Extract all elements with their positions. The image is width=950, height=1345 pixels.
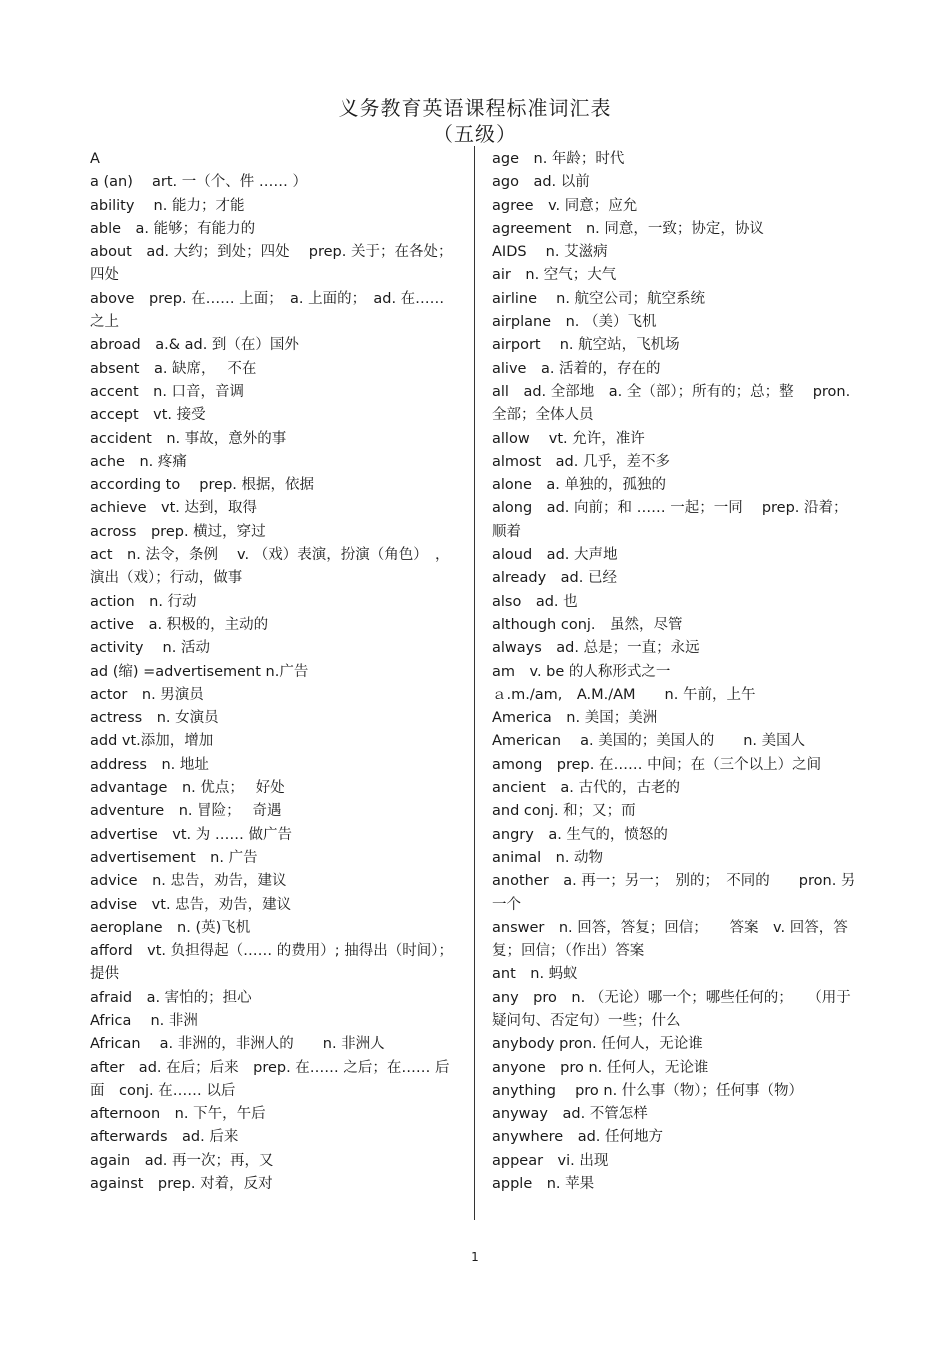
vocab-entry: although conj. 虽然，尽管 [492,616,683,633]
vocab-entry: always ad. 总是；一直；永远 [492,640,700,657]
vocab-entry: again ad. 再一次；再，又 [90,1152,274,1169]
vocab-entry: accident n. 事故，意外的事 [90,430,287,447]
vocab-entry: and conj. 和；又；而 [492,803,636,820]
column-divider [474,146,475,1220]
vocab-entry: agreement n. 同意，一致；协定，协议 [492,220,764,237]
vocab-entry: ability n. 能力；才能 [90,197,245,214]
vocab-entry: according to prep. 根据，依据 [90,477,314,494]
vocab-entry: ａ.m./am, A.M./AM n. 午前，上午 [492,686,756,703]
vocab-entry: afraid a. 害怕的；担心 [90,989,252,1006]
vocab-entry: advice n. 忠告，劝告，建议 [90,873,287,890]
vocab-entry: another a. 再一；另一； 别的； 不同的 pron. 另一个 [492,873,856,913]
vocab-entry: accept vt. 接受 [90,407,206,424]
vocab-entry: above prep. 在…… 上面； a. 上面的； ad. 在……之上 [90,290,445,331]
vocab-entry: anyway ad. 不管怎样 [492,1106,648,1123]
vocab-entry: along ad. 向前；和 …… 一起；一同 prep. 沿着；顺着 [492,500,848,540]
vocab-entry: alive a. 活着的，存在的 [492,360,661,377]
vocab-entry: America n. 美国；美洲 [492,710,658,727]
vocab-entry: advertisement n. 广告 [90,849,258,866]
vocab-entry: anybody pron. 任何人，无论谁 [492,1036,703,1053]
vocab-entry: appear vi. 出现 [492,1152,609,1169]
vocab-entry: aloud ad. 大声地 [492,547,618,564]
vocab-entry: ache n. 疼痛 [90,453,187,470]
vocab-entry: aeroplane n. (英)飞机 [90,919,251,936]
vocab-entry: advantage n. 优点； 好处 [90,780,285,797]
vocab-entry: able a. 能够；有能力的 [90,220,256,237]
vocab-entry: ant n. 蚂蚁 [492,966,578,983]
vocab-entry: adventure n. 冒险； 奇遇 [90,803,282,820]
vocab-entry: among prep. 在…… 中间；在（三个以上）之间 [492,756,822,773]
vocab-entry: absent a. 缺席， 不在 [90,360,257,377]
left-column [90,148,458,1196]
vocab-entry: after ad. 在后；后来 prep. 在…… 之后；在…… 后面 conj. 在…… 以后 [90,1059,450,1099]
vocab-entry: AIDS n. 艾滋病 [492,244,608,261]
vocab-entry: actor n. 男演员 [90,686,204,703]
vocab-entry: African a. 非洲的，非洲人的 n. 非洲人 [90,1036,385,1053]
vocab-entry: anyone pro n. 任何人，无论谁 [492,1059,709,1076]
page-number: 1 [471,1250,479,1264]
vocab-entry: airplane n. （美）飞机 [492,314,657,331]
vocab-entry: activity n. 活动 [90,640,210,657]
vocab-entry: almost ad. 几乎，差不多 [492,453,670,470]
vocab-entry: allow vt. 允许，准许 [492,430,645,447]
vocab-entry: agree v. 同意；应允 [492,197,638,214]
vocab-entry: age n. 年龄；时代 [492,151,625,167]
vocab-entry: airport n. 航空站，飞机场 [492,337,680,354]
vocab-entry: airline n. 航空公司；航空系统 [492,290,706,307]
page-title: 义务教育英语课程标准词汇表 [338,96,612,120]
vocab-entry: active a. 积极的，主动的 [90,616,269,633]
vocab-entry: Africa n. 非洲 [90,1012,198,1029]
right-column [492,148,860,1196]
vocab-entry: anything pro n. 什么事（物）；任何事（物） [492,1082,804,1099]
vocab-entry: achieve vt. 达到，取得 [90,500,257,517]
vocab-entry: address n. 地址 [90,756,209,773]
vocab-entry: American a. 美国的；美国人的 n. 美国人 [492,733,806,750]
vocab-entry: anywhere ad. 任何地方 [492,1129,663,1146]
vocab-entry: any pro n. （无论）哪一个；哪些任何的； （用于疑问句、否定句）一些；什么 [492,989,851,1029]
vocab-entry: advertise vt. 为 …… 做广告 [90,826,292,843]
vocab-entry: angry a. 生气的，愤怒的 [492,826,668,843]
vocab-entry: ancient a. 古代的，古老的 [492,780,680,797]
vocab-entry: alone a. 单独的，孤独的 [492,477,666,494]
vocab-entry: am v. be 的人称形式之一 [492,663,671,680]
vocab-entry: act n. 法令，条例 v. （戏）表演，扮演（角色） ，演出（戏）；行动，做事 [90,547,450,587]
vocab-entry: air n. 空气；大气 [492,267,617,284]
vocab-entry: already ad. 已经 [492,570,617,587]
vocab-entry: across prep. 横过，穿过 [90,523,266,540]
vocab-entry: a (an) art. 一（个、件 …… ） [90,174,307,191]
vocab-entry: animal n. 动物 [492,849,604,866]
vocab-entry: actress n. 女演员 [90,710,219,727]
vocab-entry: afford vt. 负担得起（…… 的费用）; 抽得出（时间）；提供 [90,943,453,983]
vocab-entry: add vt.添加，增加 [90,733,214,750]
vocab-entry: about ad. 大约；到处；四处 prep. 关于；在各处；四处 [90,244,453,284]
vocab-entry: ago ad. 以前 [492,174,590,191]
vocab-entry: abroad a.& ad. 到（在）国外 [90,337,299,354]
vocab-entry: all ad. 全部地 a. 全（部）；所有的；总；整 pron. 全部；全体人员 [492,383,851,424]
vocab-entry: afterwards ad. 后来 [90,1129,239,1146]
vocab-entry: action n. 行动 [90,593,197,610]
vocab-entry: answer n. 回答，答复；回信； 答案 v. 回答，答复；回信；（作出）答案 [492,919,848,960]
vocab-entry: afternoon n. 下午，午后 [90,1106,266,1123]
vocab-entry: A [90,151,100,167]
vocab-entry: against prep. 对着，反对 [90,1176,273,1193]
vocab-entry: apple n. 苹果 [492,1176,595,1193]
vocab-entry: accent n. 口音，音调 [90,383,245,400]
vocab-entry: also ad. 也 [492,593,578,610]
page-subtitle: （五级） [433,122,517,146]
vocab-entry: ad (缩) =advertisement n.广告 [90,663,309,680]
vocab-entry: advise vt. 忠告，劝告，建议 [90,896,292,913]
